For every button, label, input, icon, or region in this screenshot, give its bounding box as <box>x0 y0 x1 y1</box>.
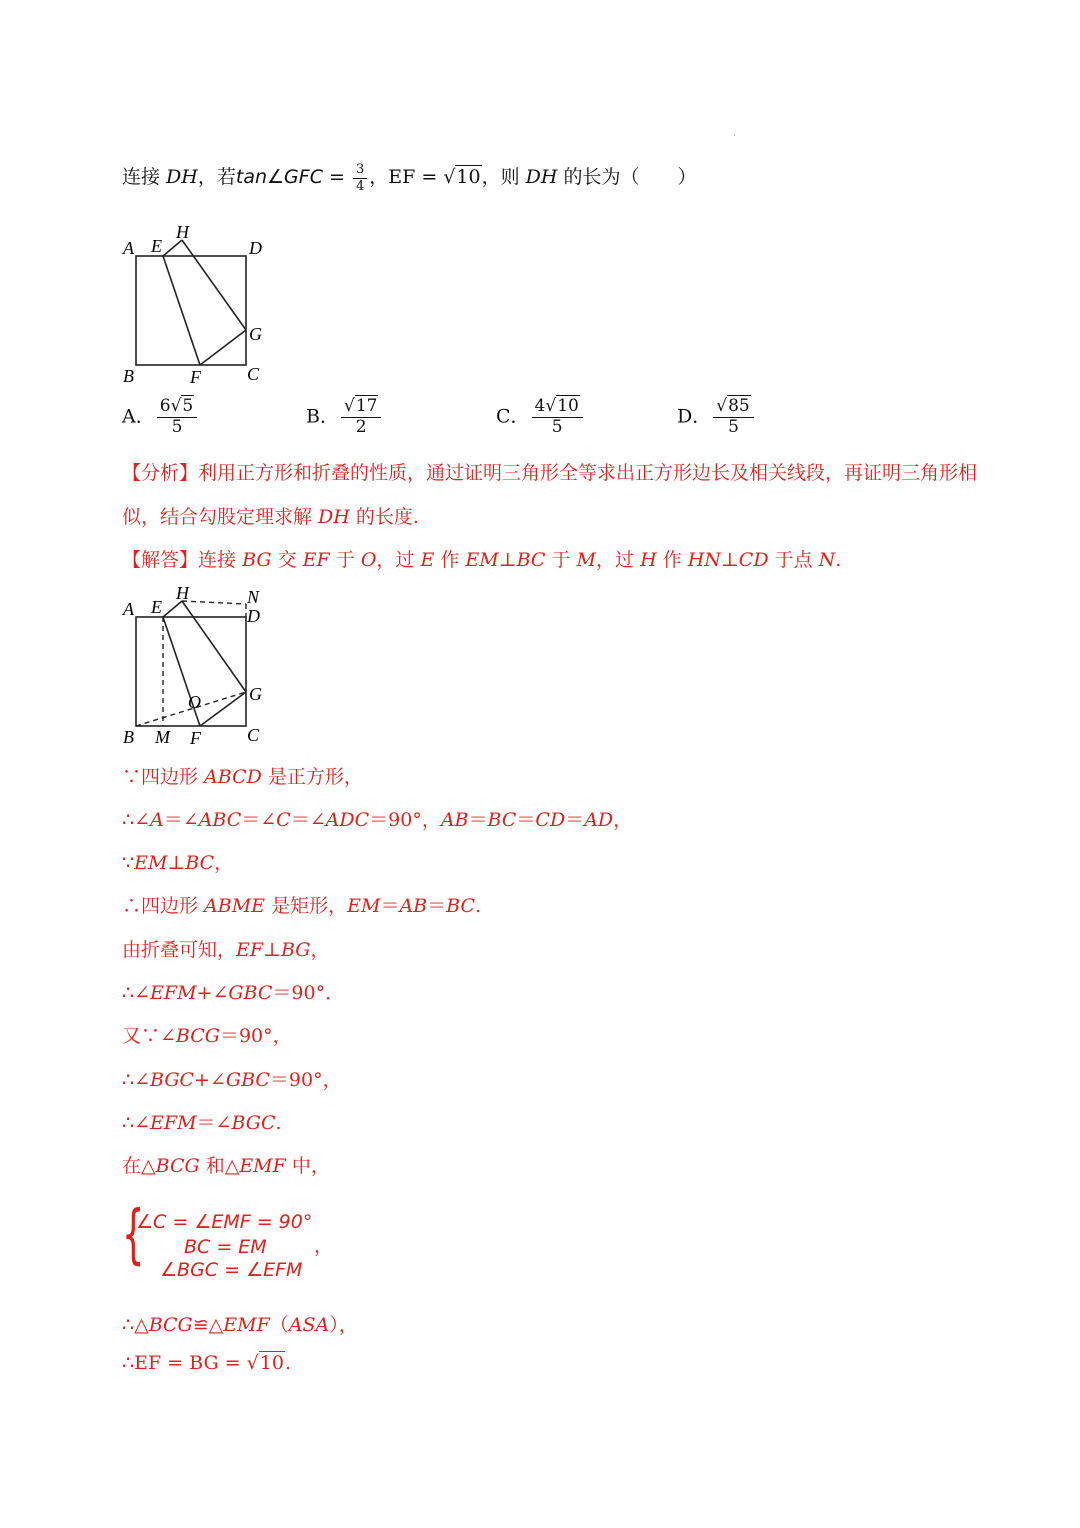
label-h: H <box>176 222 189 242</box>
left-brace-icon: { <box>122 1198 145 1272</box>
label-m-2: M <box>155 727 170 747</box>
step-8: ∴∠BGC+∠GBC＝90°， <box>122 1069 342 1091</box>
label-d-2: D <box>247 606 260 626</box>
label-a-2: A <box>123 599 134 619</box>
label-o-2: O <box>188 692 201 712</box>
analysis-line-1: 【分析】利用正方形和折叠的性质，通过证明三角形全等求出正方形边长及相关线段，再证明三角形相 <box>122 462 978 484</box>
segment-eh-2 <box>163 601 182 617</box>
segment-fg-2 <box>200 692 246 726</box>
label-n-2: N <box>247 587 260 607</box>
label-d: D <box>249 238 262 258</box>
step-9: ∴∠EFM＝∠BGC. <box>122 1112 282 1134</box>
system-row-1: ∠C = ∠EMF = 90° <box>136 1211 313 1233</box>
option-a[interactable]: A． $\frac{6√5}{5}$ <box>122 398 199 437</box>
step-3: ∵EM⊥BC， <box>122 852 234 874</box>
step-6: ∴∠EFM+∠GBC＝90°． <box>122 982 345 1004</box>
step-1: ∵四边形 ABCD 是正方形， <box>122 766 363 788</box>
label-e-2: E <box>151 597 162 617</box>
tan-fraction: $\frac{3}{4}$ <box>353 163 367 193</box>
segment-hg-2 <box>182 601 246 692</box>
sqrt-10-result: √10 <box>246 1352 284 1374</box>
equation-system <box>122 1198 342 1283</box>
segment-hg <box>182 240 246 330</box>
square-abcd <box>136 256 246 365</box>
analysis-line-2: 似，结合勾股定理求解 DH 的长度. <box>122 506 419 528</box>
page-dot: . <box>733 128 737 139</box>
step-5: 由折叠可知，EF⊥BG， <box>122 939 330 961</box>
step-2: ∴∠A＝∠ABC＝∠C＝∠ADC＝90°，AB＝BC＝CD＝AD， <box>122 809 633 831</box>
sqrt-10: √10 <box>443 166 481 188</box>
segment-ef <box>163 256 200 365</box>
step-11: ∴△BCG≌△EMF（ASA）， <box>122 1314 358 1336</box>
label-a: A <box>123 238 134 258</box>
label-f-2: F <box>190 728 201 748</box>
segment-fg <box>200 330 246 365</box>
label-e: E <box>151 236 162 256</box>
label-g-2: G <box>249 684 262 704</box>
label-f: F <box>190 367 201 387</box>
segment-hn-dashed <box>182 601 246 604</box>
label-g: G <box>249 324 262 344</box>
system-row-3: ∠BGC = ∠EFM <box>160 1259 303 1281</box>
label-h-2: H <box>176 583 189 603</box>
option-c[interactable]: C． $\frac{4√10}{5}$ <box>496 398 585 437</box>
step-12: ∴EF = BG = √10. <box>122 1352 291 1374</box>
figure-2-solution-diagram <box>115 580 275 752</box>
solution-line: 【解答】连接 BG 交 EF 于 O，过 E 作 EM⊥BC 于 M，过 H 作 HN⊥CD 于点 N. <box>122 549 842 571</box>
question-line: 连接 DH，若tan∠GFC = $\frac{3}{4}$ ，EF = √10，则 DH 的长为（ ） <box>122 161 697 194</box>
segment-eh <box>163 240 182 256</box>
system-comma: ， <box>314 1235 334 1257</box>
label-b: B <box>123 366 134 386</box>
step-7: 又∵∠BCG＝90°， <box>122 1025 292 1047</box>
option-d[interactable]: D． $\frac{√85}{5}$ <box>677 398 756 437</box>
label-c: C <box>247 364 260 384</box>
label-b-2: B <box>123 727 134 747</box>
label-c-2: C <box>247 725 260 745</box>
step-4: ∴四边形 ABME 是矩形，EM＝AB＝BC. <box>122 895 482 917</box>
step-10: 在△BCG 和△EMF 中， <box>122 1155 330 1177</box>
figure-1-square-fold <box>115 218 275 390</box>
option-b[interactable]: B． $\frac{√17}{2}$ <box>306 398 383 437</box>
system-row-2: BC = EM <box>184 1236 267 1258</box>
